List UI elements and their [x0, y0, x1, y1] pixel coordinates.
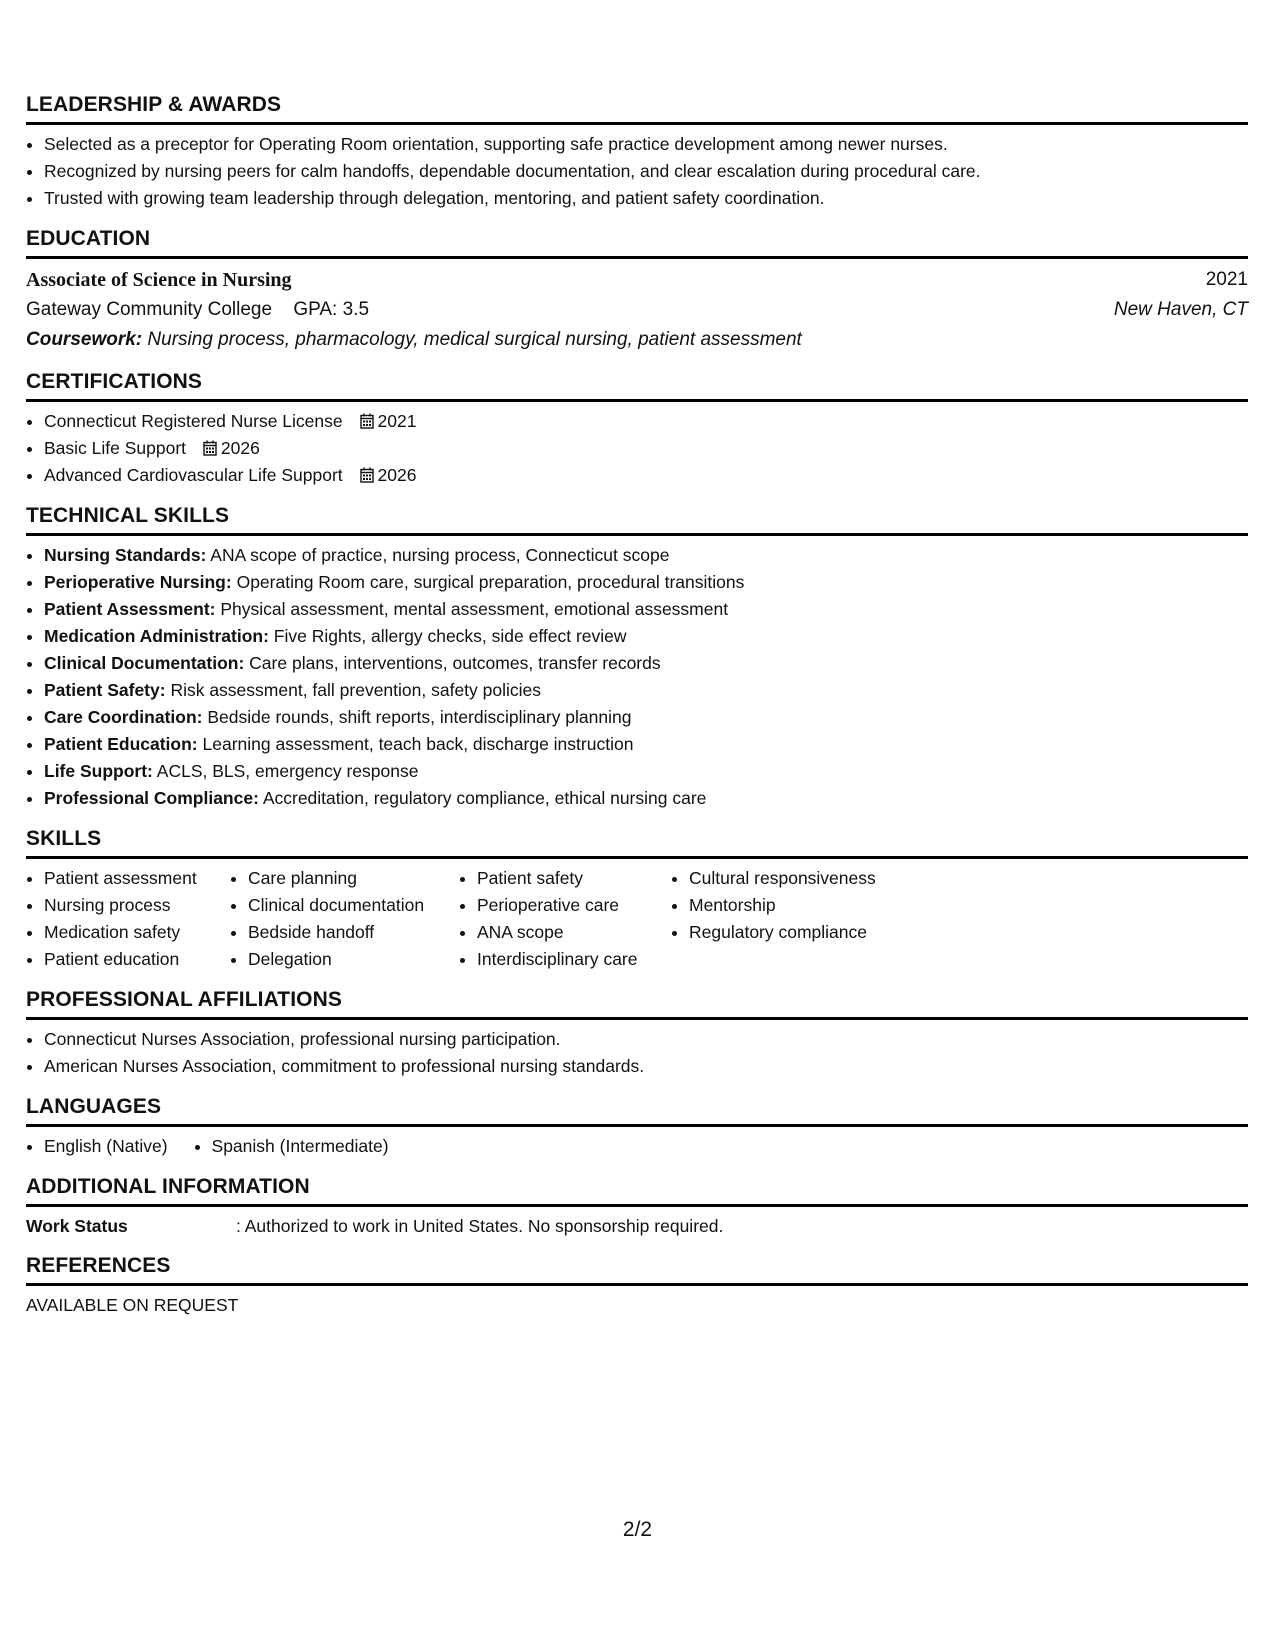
list-item: [44, 731, 1248, 758]
skills-column: [26, 865, 226, 973]
skill-category: Nursing Standards:: [44, 545, 207, 565]
section-title-references: REFERENCES: [26, 1253, 1248, 1286]
education-section: [26, 226, 1248, 355]
list-item: • Selected as a preceptor for Operating Room orientation, supporting safe practice development among newer nurses.: [44, 131, 1248, 158]
list-item: • Medication safety: [44, 919, 226, 946]
coursework: [26, 325, 1248, 355]
technical-skills-section: [26, 503, 1248, 812]
skill-category: Medication Administration:: [44, 626, 269, 646]
list-item: • Bedside handoff: [248, 919, 455, 946]
list-item: • Patient safety: [477, 865, 667, 892]
list-item: [44, 704, 1248, 731]
affiliations-section: [26, 987, 1248, 1080]
list-item: [44, 785, 1248, 812]
section-title-certifications: CERTIFICATIONS: [26, 369, 1248, 402]
calendar-icon: [203, 440, 217, 456]
section-title-education: EDUCATION: [26, 226, 1248, 259]
skill-category: Professional Compliance:: [44, 788, 259, 808]
certifications-section: [26, 369, 1248, 489]
skills-section: [26, 826, 1248, 973]
section-title-leadership: LEADERSHIP & AWARDS: [26, 92, 1248, 125]
education-header-row: [26, 265, 1248, 295]
school-name: Gateway Community College: [26, 299, 273, 320]
section-title-affiliations: PROFESSIONAL AFFILIATIONS: [26, 987, 1248, 1020]
certification-name: Advanced Cardiovascular Life Support: [44, 465, 343, 485]
skill-details: Physical assessment, mental assessment, emotional assessment: [220, 599, 729, 619]
skill-details: Operating Room care, surgical preparation, procedural transitions: [236, 572, 745, 592]
list-item: • ANA scope: [477, 919, 667, 946]
skills-grid: [26, 865, 1248, 973]
skill-details: ANA scope of practice, nursing process, Connecticut scope: [210, 545, 670, 565]
certifications-list: [26, 408, 1248, 489]
skill-category: Patient Safety:: [44, 680, 166, 700]
work-status-label: Work Status: [26, 1216, 128, 1236]
work-status-value: : Authorized to work in United States. No sponsorship required.: [236, 1216, 724, 1236]
section-title-languages: LANGUAGES: [26, 1094, 1248, 1127]
leadership-list: [26, 131, 1248, 212]
list-item: • Patient education: [44, 946, 226, 973]
list-item: [44, 462, 1248, 489]
list-item: • Patient assessment: [44, 865, 226, 892]
education-location: New Haven, CT: [1113, 299, 1248, 320]
skill-details: Care plans, interventions, outcomes, transfer records: [249, 653, 661, 673]
languages-list: [26, 1133, 415, 1160]
gpa: GPA: 3.5: [293, 299, 370, 320]
coursework-text: Nursing process, pharmacology, medical surgical nursing, patient assessment: [147, 329, 802, 350]
list-item: [44, 650, 1248, 677]
list-item: [44, 408, 1248, 435]
education-school-row: [26, 295, 1248, 325]
skill-details: Risk assessment, fall prevention, safety policies: [170, 680, 542, 700]
work-status-row: [26, 1213, 1248, 1239]
certification-date: 2026: [377, 465, 417, 485]
certification-name: Basic Life Support: [44, 438, 187, 458]
list-item: • American Nurses Association, commitment to professional nursing standards.: [44, 1053, 1248, 1080]
certification-date: 2026: [220, 438, 260, 458]
list-item: [44, 435, 1248, 462]
education-year: 2021: [1205, 269, 1248, 290]
skill-details: Five Rights, allergy checks, side effect review: [273, 626, 627, 646]
certification-name: Connecticut Registered Nurse License: [44, 411, 343, 431]
calendar-icon: [360, 413, 374, 429]
list-item: • Interdisciplinary care: [477, 946, 667, 973]
skill-category: Perioperative Nursing:: [44, 572, 232, 592]
list-item: • Clinical documentation: [248, 892, 455, 919]
skills-column: [230, 865, 455, 973]
list-item: • Spanish (Intermediate): [212, 1133, 389, 1160]
calendar-icon: [360, 467, 374, 483]
skill-details: Learning assessment, teach back, discharge instruction: [202, 734, 634, 754]
section-title-skills: SKILLS: [26, 826, 1248, 859]
certification-date: 2021: [377, 411, 417, 431]
skills-column: [459, 865, 667, 973]
list-item: • Nursing process: [44, 892, 226, 919]
languages-section: [26, 1094, 1248, 1160]
list-item: • Cultural responsiveness: [689, 865, 931, 892]
skill-category: Life Support:: [44, 761, 153, 781]
skill-category: Patient Education:: [44, 734, 198, 754]
skill-details: ACLS, BLS, emergency response: [156, 761, 419, 781]
coursework-label: Coursework:: [26, 329, 143, 350]
list-item: [44, 623, 1248, 650]
list-item: • Mentorship: [689, 892, 931, 919]
references-text: AVAILABLE ON REQUEST: [26, 1295, 239, 1315]
list-item: [44, 596, 1248, 623]
list-item: • Regulatory compliance: [689, 919, 931, 946]
degree: Associate of Science in Nursing: [26, 269, 292, 291]
additional-info-section: [26, 1174, 1248, 1239]
list-item: • Recognized by nursing peers for calm handoffs, dependable documentation, and clear escalation during procedural care.: [44, 158, 1248, 185]
affiliations-list: [26, 1026, 1248, 1080]
list-item: • Trusted with growing team leadership through delegation, mentoring, and patient safety coordination.: [44, 185, 1248, 212]
references-section: [26, 1253, 1248, 1318]
section-title-additional-info: ADDITIONAL INFORMATION: [26, 1174, 1248, 1207]
list-item: [44, 569, 1248, 596]
leadership-section: [26, 92, 1248, 212]
list-item: [44, 542, 1248, 569]
page-number: 2/2: [622, 1518, 653, 1541]
technical-skills-list: [26, 542, 1248, 812]
list-item: • English (Native): [44, 1133, 168, 1160]
list-item: [44, 677, 1248, 704]
resume-page: [26, 92, 1248, 1332]
skill-details: Accreditation, regulatory compliance, ethical nursing care: [262, 788, 707, 808]
skills-column: [671, 865, 931, 973]
skill-category: Clinical Documentation:: [44, 653, 245, 673]
list-item: • Perioperative care: [477, 892, 667, 919]
list-item: [44, 758, 1248, 785]
skill-details: Bedside rounds, shift reports, interdisciplinary planning: [207, 707, 632, 727]
list-item: • Care planning: [248, 865, 455, 892]
list-item: • Connecticut Nurses Association, professional nursing participation.: [44, 1026, 1248, 1053]
skill-category: Patient Assessment:: [44, 599, 216, 619]
skill-category: Care Coordination:: [44, 707, 203, 727]
section-title-technical-skills: TECHNICAL SKILLS: [26, 503, 1248, 536]
list-item: • Delegation: [248, 946, 455, 973]
